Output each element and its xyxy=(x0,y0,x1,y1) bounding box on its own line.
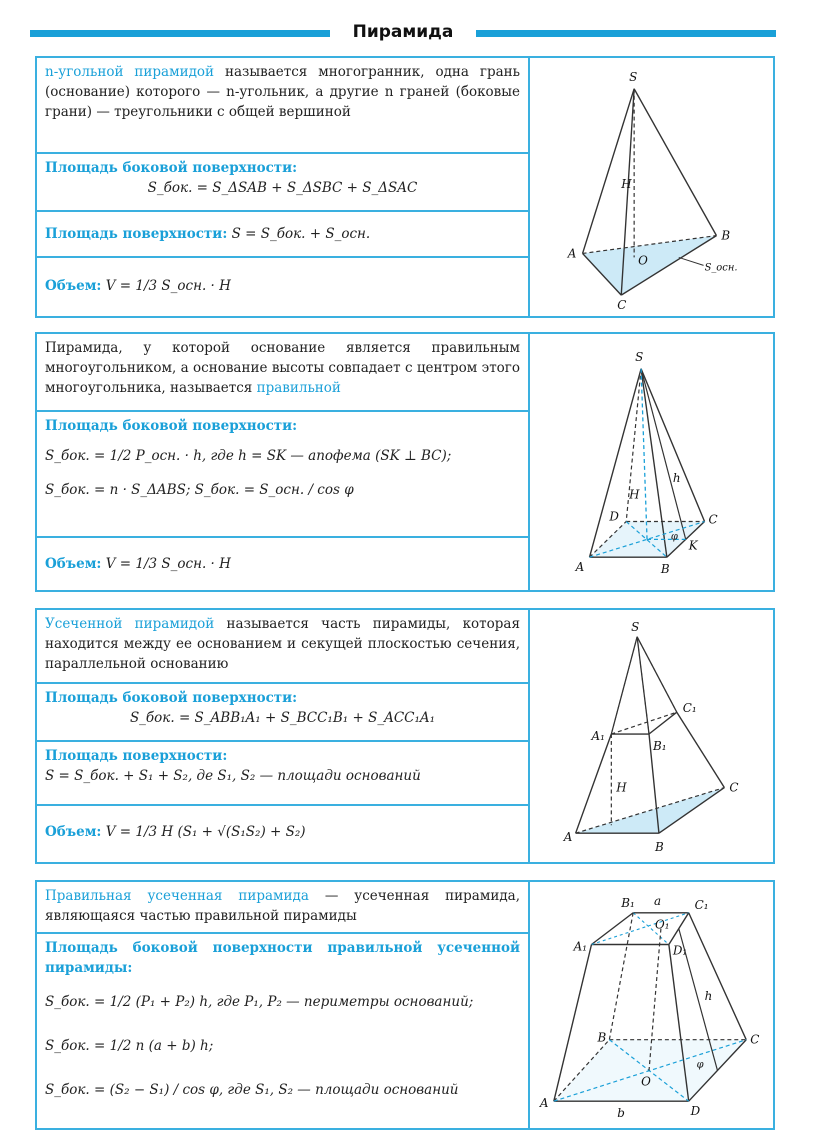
block1-text xyxy=(37,58,530,316)
block3-volume xyxy=(37,804,528,862)
label-a: A xyxy=(539,1096,549,1111)
block4-text xyxy=(37,882,530,1128)
volume-formula: V = 1/3 S_осн. · H xyxy=(105,556,231,572)
label-b1: B₁ xyxy=(621,895,635,910)
lateral-formula: S_бок. = S_ABB₁A₁ + S_BCC₁B₁ + S_ACC₁A₁ xyxy=(129,710,436,726)
block1-lateral xyxy=(37,152,528,210)
label-c: C xyxy=(617,297,627,312)
label-o1: O₁ xyxy=(654,917,670,932)
label-b: B xyxy=(721,228,731,243)
lateral-label: Площадь боковой поверхности: xyxy=(45,690,298,706)
label-b: B xyxy=(660,562,670,577)
definition-text: называется часть пирамиды, которая находится между ее основанием и секущей плоскостью сечения, параллельной основанию xyxy=(45,616,520,672)
label-d: D xyxy=(690,1104,701,1119)
block4-lateral xyxy=(37,932,528,1128)
label-h: H xyxy=(621,176,632,191)
block1-volume xyxy=(37,256,528,316)
regular-pyramid-figure xyxy=(530,334,773,590)
volume-label: Объем: xyxy=(45,824,102,840)
volume-formula: V = 1/3 H (S₁ + √(S₁S₂) + S₂) xyxy=(105,824,306,840)
label-s: S xyxy=(631,619,640,634)
edge-c1c xyxy=(677,712,725,787)
label-c: C xyxy=(708,512,718,527)
label-a: A xyxy=(575,560,585,575)
label-phi: φ xyxy=(696,1059,704,1071)
lateral-label: Площадь боковой поверхности правильной усеченной пирамиды: xyxy=(45,940,520,976)
regular-frustum-figure xyxy=(530,882,773,1128)
edge-c1c xyxy=(689,913,747,1040)
edge-sc1 xyxy=(637,637,677,712)
edge-sa xyxy=(583,89,635,254)
label-h: H xyxy=(616,780,627,795)
page-title: Пирамида xyxy=(30,22,776,42)
definition-term: правильной xyxy=(256,380,341,396)
volume-label: Объем: xyxy=(45,556,102,572)
edge-sb xyxy=(634,89,716,236)
label-edge-a: a xyxy=(653,893,662,908)
pyramid-figure xyxy=(530,58,773,316)
edge-b1b xyxy=(609,913,633,1040)
edge-a1b1 xyxy=(591,913,633,945)
label-a1: A₁ xyxy=(573,939,588,954)
block-regular-pyramid xyxy=(35,332,775,592)
label-b: B xyxy=(597,1030,607,1045)
definition-term: Усеченной пирамидой xyxy=(45,616,215,632)
definition-text: называется многогранник, одна грань (основание) которого — n-угольник, а другие n граней (боковые грани) — треугольники с общей вершиной xyxy=(45,64,520,120)
block2-definition xyxy=(37,334,528,410)
frustum-figure xyxy=(530,610,773,862)
block-pyramid xyxy=(35,56,775,318)
label-h-big: H xyxy=(629,487,640,502)
label-sosn: S_осн. xyxy=(704,262,738,274)
block3-definition xyxy=(37,610,528,682)
surface-label: Площадь поверхности: xyxy=(45,748,228,764)
label-s: S xyxy=(635,349,644,364)
definition-text: Пирамида, у которой основание является правильным многоугольником, а основание высоты совпадает с центром этого многоугольника, называется xyxy=(45,340,520,396)
edge-d1c1 xyxy=(669,913,689,945)
apothem-sk xyxy=(641,369,686,543)
lateral-label: Площадь боковой поверхности: xyxy=(45,160,298,176)
block-regular-frustum xyxy=(35,880,775,1130)
base-fill xyxy=(583,236,717,296)
definition-text: — усеченная пирамида, являющаяся частью правильной пирамиды xyxy=(45,888,520,924)
surface-formula: S = S_бок. + S₁ + S₂, де S₁, S₂ — площади оснований xyxy=(45,768,421,784)
label-c: C xyxy=(750,1032,760,1047)
definition-term: n-угольной пирамидой xyxy=(45,64,215,80)
label-d1: D₁ xyxy=(672,943,688,958)
label-s: S xyxy=(629,69,638,84)
label-h: h xyxy=(704,989,713,1004)
label-d: D xyxy=(609,509,619,524)
label-a: A xyxy=(563,830,573,845)
edge-a1c1 xyxy=(611,712,676,734)
block2-lateral xyxy=(37,410,528,536)
label-b: B xyxy=(654,840,664,855)
definition-term: Правильная усеченная пирамида xyxy=(45,888,309,904)
block-frustum xyxy=(35,608,775,864)
edge-sa1 xyxy=(611,637,637,734)
label-o: O xyxy=(638,253,648,268)
volume-formula: V = 1/3 S_осн. · H xyxy=(105,278,231,294)
label-b1: B₁ xyxy=(652,738,667,753)
surface-label: Площадь поверхности: xyxy=(45,226,228,242)
edge-sc xyxy=(641,369,704,522)
label-a1: A₁ xyxy=(591,728,605,743)
label-o: O xyxy=(641,1074,651,1089)
top-diag-1 xyxy=(591,913,688,945)
lateral-formula: S_бок. = S_ΔSAB + S_ΔSBC + S_ΔSAC xyxy=(147,180,418,196)
edge-sb1 xyxy=(637,637,649,734)
block2-volume xyxy=(37,536,528,590)
label-phi: φ xyxy=(670,531,678,543)
lateral-formula-2: S_бок. = 1/2 n (a + b) h; xyxy=(45,1038,214,1054)
page-header xyxy=(30,20,776,48)
label-h-small: h xyxy=(672,470,681,485)
lateral-formula-3: S_бок. = (S₂ − S₁) / cos φ, где S₁, S₂ — площади оснований xyxy=(45,1082,459,1098)
lateral-formula-1: S_бок. = 1/2 P_осн. · h, где h = SK — апофема (SK ⊥ BC); xyxy=(45,448,452,464)
edge-b1c1 xyxy=(649,712,677,734)
surface-formula: S = S_бок. + S_осн. xyxy=(231,226,371,242)
volume-label: Объем: xyxy=(45,278,102,294)
block4-definition xyxy=(37,882,528,932)
lateral-formula-1: S_бок. = 1/2 (P₁ + P₂) h, где P₁, P₂ — периметры оснований; xyxy=(45,994,474,1010)
sosn-pointer xyxy=(679,257,704,265)
label-k: K xyxy=(688,538,698,553)
label-c: C xyxy=(729,780,739,795)
lateral-formula-2: S_бок. = n · S_ΔABS; S_бок. = S_осн. / cos φ xyxy=(45,482,354,498)
label-c1: C₁ xyxy=(682,701,697,716)
block1-surface xyxy=(37,210,528,256)
lateral-label: Площадь боковой поверхности: xyxy=(45,418,298,434)
block2-text xyxy=(37,334,530,590)
block1-definition xyxy=(37,58,528,152)
label-c1: C₁ xyxy=(694,897,709,912)
block3-surface xyxy=(37,740,528,804)
block3-text xyxy=(37,610,530,862)
edge-a1a xyxy=(576,734,612,833)
label-a: A xyxy=(567,246,577,261)
block3-lateral xyxy=(37,682,528,740)
label-edge-b: b xyxy=(617,1106,625,1121)
